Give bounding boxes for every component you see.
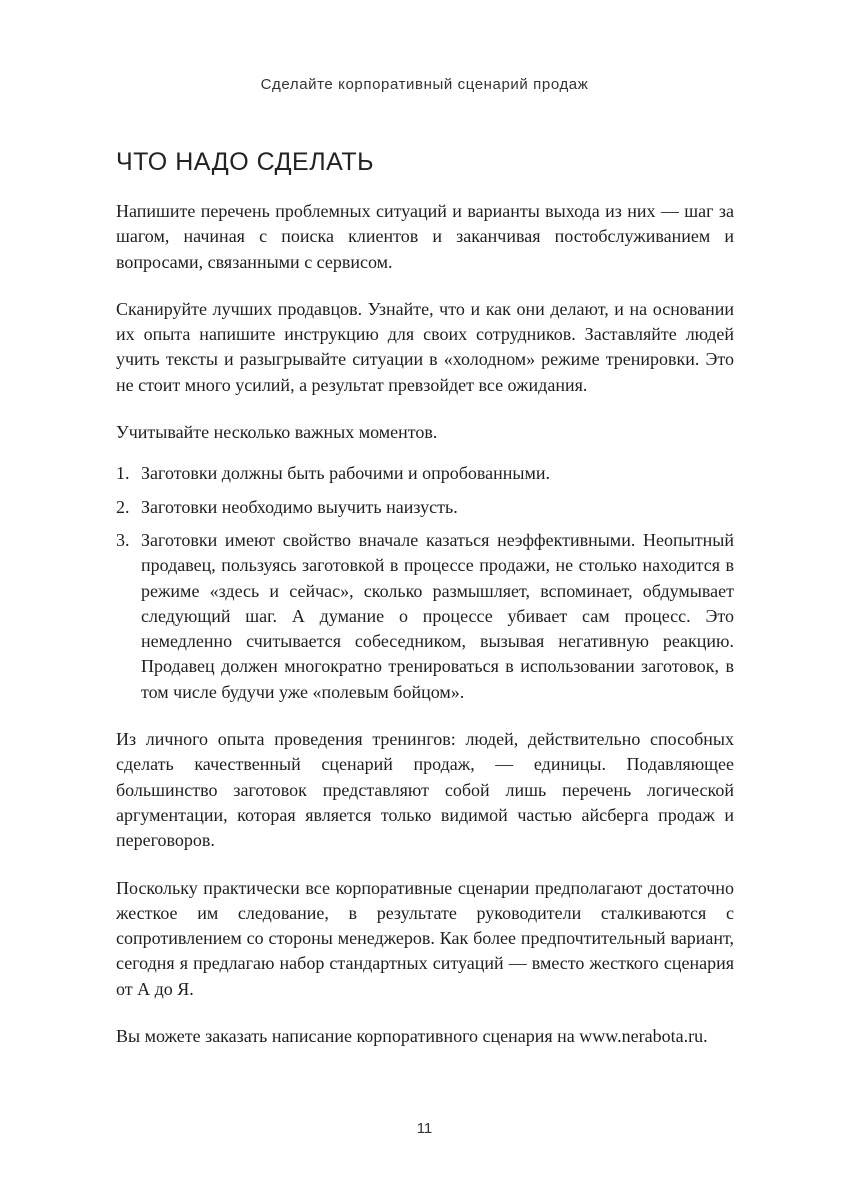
paragraph-intro: Напишите перечень проблемных ситуаций и варианты выхода из них — шаг за шагом, начиная с поиска клиентов и заканчивая постобслуживанием и вопросами, связанными с сервисом. xyxy=(116,201,734,272)
paragraph-training-experience: Из личного опыта проведения тренингов: людей, действительно способных сделать качественный сценарий продаж, — единицы. Подавляющее большинство заготовок представляют собой лишь перечень логической аргументации, которая является только видимой частью айсберга продаж и переговоров. xyxy=(116,729,734,851)
list-item-number: 3. xyxy=(116,529,130,550)
list-item-text: Заготовки должны быть рабочими и опробованными. xyxy=(141,463,551,484)
paragraph-order-link: Вы можете заказать написание корпоративного сценария на www.nerabota.ru. xyxy=(116,1026,708,1047)
paragraph-scan-sellers: Сканируйте лучших продавцов. Узнайте, что и как они делают, и на основании их опыта напишите инструкцию для своих сотрудников. Заставляйте людей учить тексты и разыгрывайте ситуации в «холодном» режиме тренировки. Это не стоит много усилий, а результат превзойдет все ожидания. xyxy=(116,298,734,395)
paragraph-corporate-scripts: Поскольку практически все корпоративные сценарии предполагают достаточно жесткое им следование, в результате руководители сталкиваются с сопротивлением со стороны менеджеров. Как более предпочтительный вариант, сегодня я предлагаю набор стандартных ситуаций — вместо жесткого сценария от А до Я. xyxy=(116,877,734,999)
list-item xyxy=(116,528,734,705)
list-item xyxy=(116,461,734,486)
numbered-list xyxy=(116,461,734,705)
list-item xyxy=(116,495,734,520)
page-content xyxy=(116,148,734,1071)
list-item-text: Заготовки имеют свойство вначале казаться неэффективными. Неопытный продавец, пользуясь заготовкой в процессе продажи, не столько находится в режиме «здесь и сейчас», сколько размышляет, вспоминает, обдумывает следующий шаг. А думание о процессе убивает сам процесс. Это немедленно считывается собеседником, вызывая негативную реакцию. Продавец должен многократно тренироваться в использовании заготовок, в том числе будучи уже «полевым бойцом». xyxy=(141,529,734,702)
running-header: Сделайте корпоративный сценарий продаж xyxy=(260,76,589,93)
list-item-text: Заготовки необходимо выучить наизусть. xyxy=(141,496,458,517)
list-item-number: 2. xyxy=(116,496,130,517)
list-item-number: 1. xyxy=(116,463,130,484)
section-title: ЧТО НАДО СДЕЛАТЬ xyxy=(116,148,374,176)
page-number: 11 xyxy=(416,1120,433,1137)
paragraph-important-points: Учитывайте несколько важных моментов. xyxy=(116,422,438,443)
